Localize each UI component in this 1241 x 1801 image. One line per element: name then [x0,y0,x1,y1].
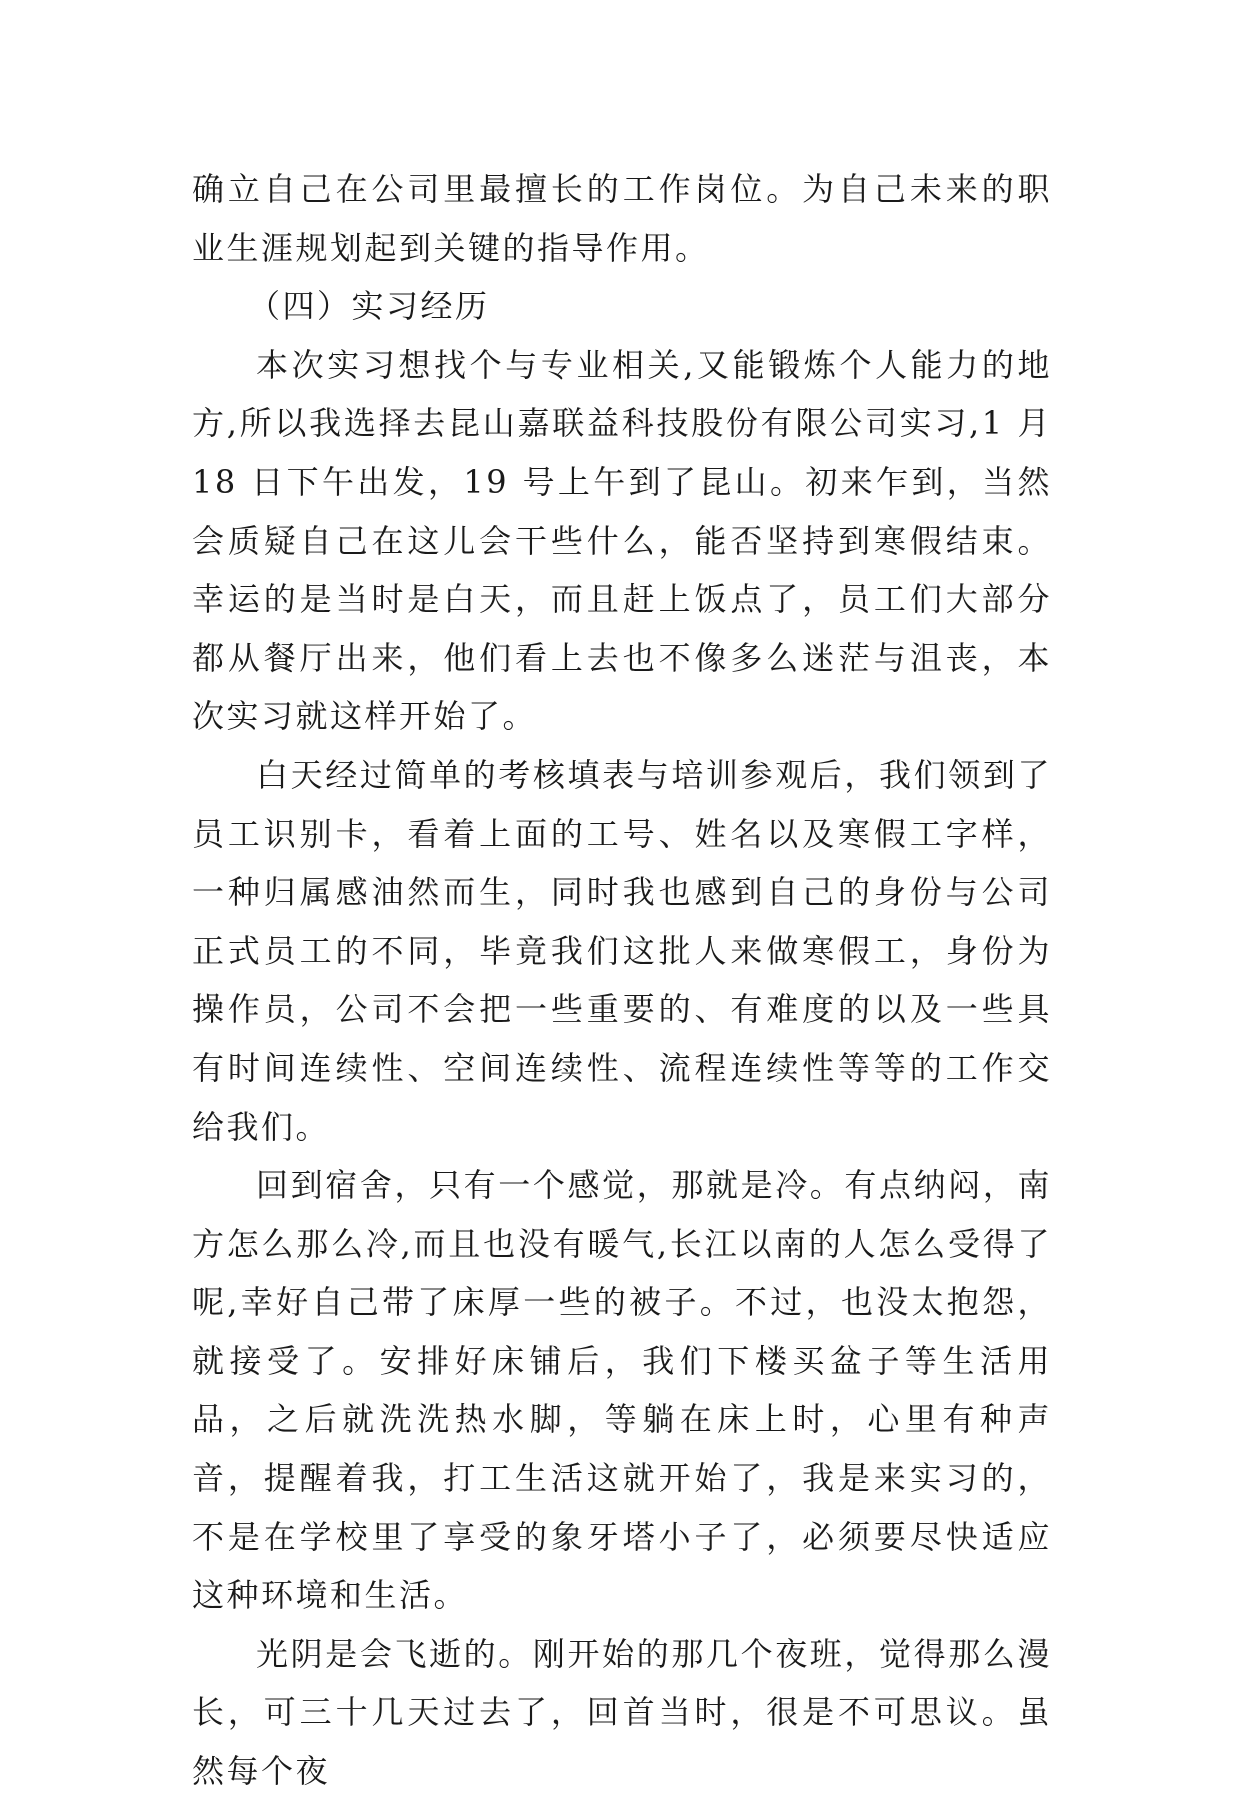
paragraph-training: 白天经过简单的考核填表与培训参观后，我们领到了员工识别卡，看着上面的工号、姓名以及寒假工字样，一种归属感油然而生，同时我也感到自己的身份与公司正式员工的不同，毕竟我们这批人来做寒假工，身份为操作员，公司不会把一些重要的、有难度的以及一些具有时间连续性、空间连续性、流程连续性等等的工作交给我们。 [192,755,1052,1146]
document-body [192,160,1052,1801]
paragraph-internship-start: 本次实习想找个与专业相关,又能锻炼个人能力的地方,所以我选择去昆山嘉联益科技股份有限公司实习,1 月 18 日下午出发，19 号上午到了昆山。初来乍到，当然会质疑自己在这儿会干些什么，能否坚持到寒假结束。幸运的是当时是白天，而且赶上饭点了，员工们大部分都从餐厅出来，他们看上去也不像多么迷茫与沮丧，本次实习就这样开始了。 [192,345,1052,736]
section-heading: （四）实习经历 [248,287,490,326]
paragraph-dormitory: 回到宿舍，只有一个感觉，那就是冷。有点纳闷，南方怎么那么冷,而且也没有暖气,长江以南的人怎么受得了呢,幸好自己带了床厚一些的被子。不过，也没太抱怨，就接受了。安排好床铺后，我们下楼买盆子等生活用品，之后就洗洗热水脚，等躺在床上时，心里有种声音，提醒着我，打工生活这就开始了，我是来实习的，不是在学校里了享受的象牙塔小子了，必须要尽快适应这种环境和生活。 [192,1166,1052,1615]
paragraph-time-passing: 光阴是会飞逝的。刚开始的那几个夜班，觉得那么漫长，可三十几天过去了，回首当时，很是不可思议。虽然每个夜 [192,1634,1052,1791]
paragraph-continuation: 确立自己在公司里最擅长的工作岗位。为自己未来的职业生涯规划起到关键的指导作用。 [192,170,1052,267]
